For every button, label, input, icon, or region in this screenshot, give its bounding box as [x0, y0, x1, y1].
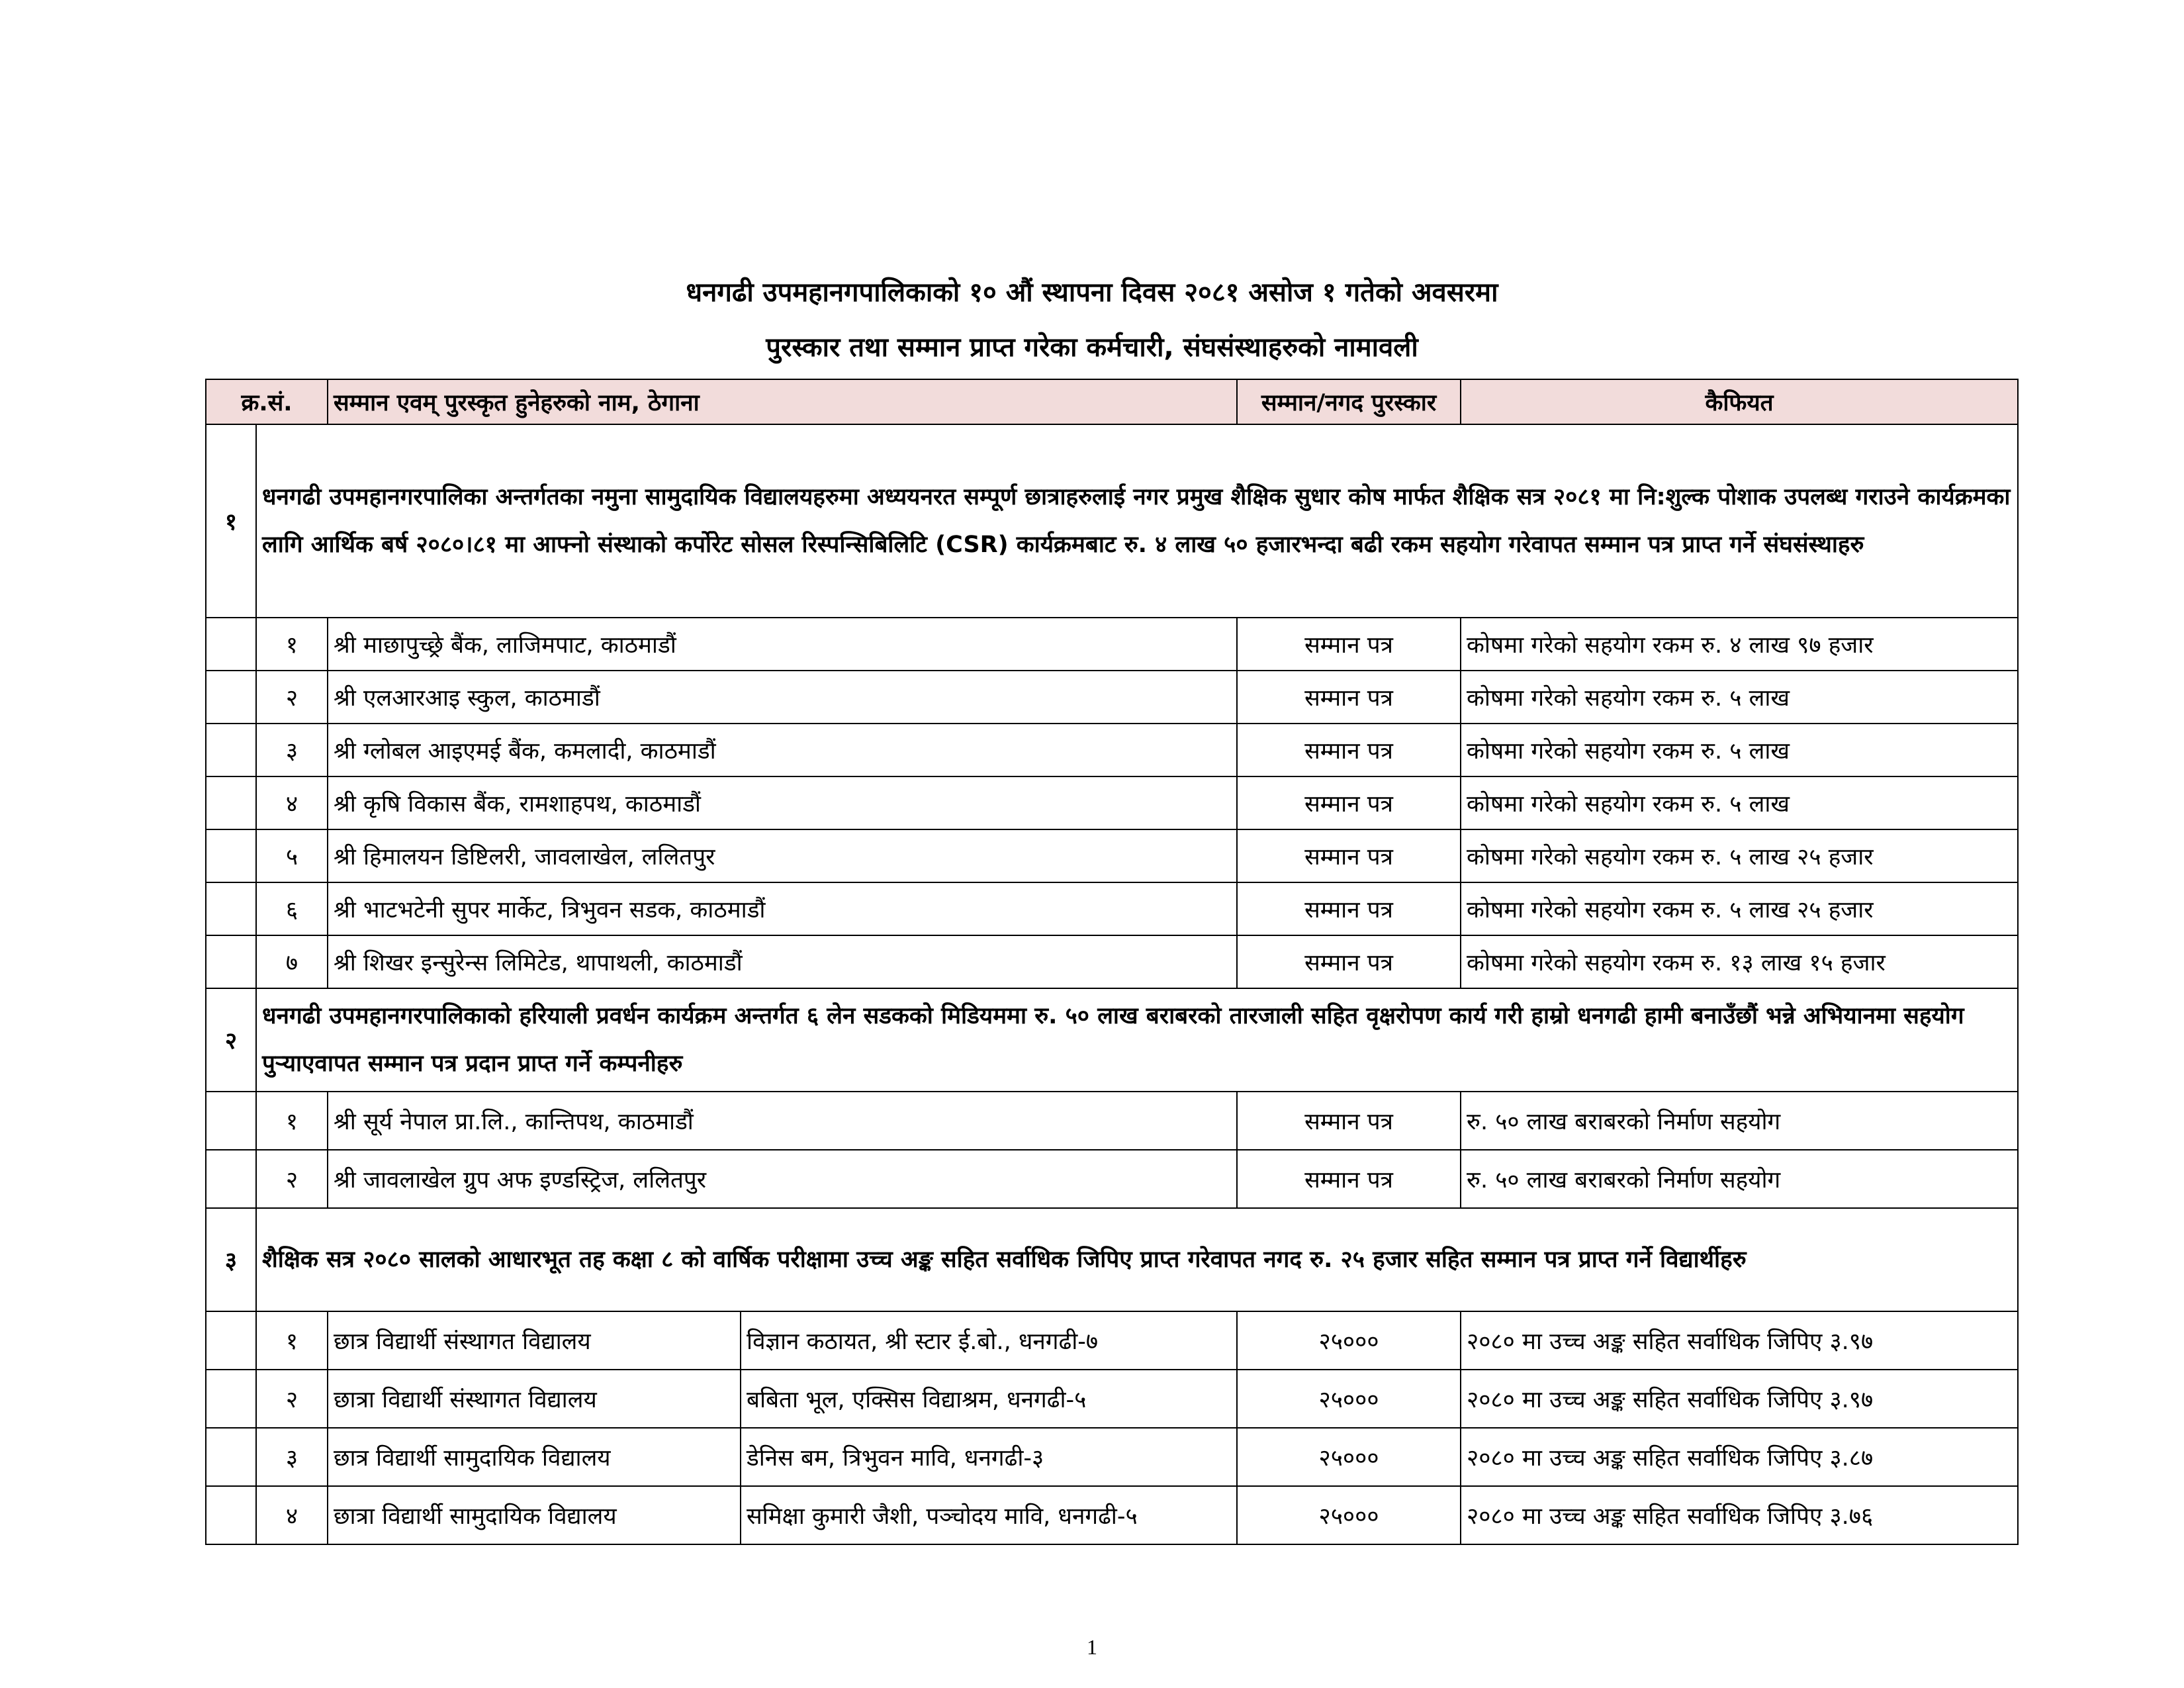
header-remarks: कैफियत	[1461, 379, 2018, 424]
remarks: कोषमा गरेको सहयोग रकम रु. ५ लाख २५ हजार	[1461, 829, 2018, 882]
recipient-name: श्री एलआरआइ स्कुल, काठमाडौं	[328, 671, 1237, 724]
table-header-row	[206, 379, 2018, 424]
remarks: कोषमा गरेको सहयोग रकम रु. १३ लाख १५ हजार	[1461, 935, 2018, 988]
recipient-name: श्री माछापुच्छ्रे बैंक, लाजिमपाट, काठमाडौं	[328, 618, 1237, 671]
table-row	[206, 1370, 2018, 1428]
remarks: रु. ५० लाख बराबरको निर्माण सहयोग	[1461, 1092, 2018, 1150]
recipient-name: श्री कृषि विकास बैंक, रामशाहपथ, काठमाडौं	[328, 776, 1237, 829]
awards-table	[205, 379, 2019, 1545]
remarks: कोषमा गरेको सहयोग रकम रु. ४ लाख ९७ हजार	[1461, 618, 2018, 671]
row-number: ४	[256, 776, 328, 829]
table-row	[206, 882, 2018, 935]
table-row	[206, 618, 2018, 671]
remarks: रु. ५० लाख बराबरको निर्माण सहयोग	[1461, 1150, 2018, 1208]
row-number: २	[256, 671, 328, 724]
table-row	[206, 776, 2018, 829]
row-number: ७	[256, 935, 328, 988]
remarks: कोषमा गरेको सहयोग रकम रु. ५ लाख	[1461, 776, 2018, 829]
table-row	[206, 671, 2018, 724]
header-name: सम्मान एवम् पुरस्कृत हुनेहरुको नाम, ठेगाना	[328, 379, 1237, 424]
page-number: 1	[1087, 1635, 1097, 1659]
table-row	[206, 935, 2018, 988]
award-type: सम्मान पत्र	[1237, 935, 1461, 988]
row-number: २	[256, 1370, 328, 1428]
document-title: धनगढी उपमहानगपालिकाको १० औं स्थापना दिवस २०८१ असोज १ गतेको अवसरमा	[686, 277, 1498, 308]
section-description: शैक्षिक सत्र २०८० सालको आधारभूत तह कक्षा ८ को वार्षिक परीक्षामा उच्च अङ्क सहित सर्वाधिक जिपिए प्राप्त गरेवापत नगद रु. २५ हजार सहित सम्मान पत्र प्राप्त गर्ने विद्यार्थीहरु	[256, 1208, 2018, 1311]
recipient-name: श्री जावलाखेल ग्रुप अफ इण्डस्ट्रिज, ललितपुर	[328, 1150, 1237, 1208]
row-number: ३	[256, 1428, 328, 1486]
student-name: समिक्षा कुमारी जैशी, पञ्चोदय मावि, धनगढी-५	[741, 1486, 1237, 1544]
remarks: कोषमा गरेको सहयोग रकम रु. ५ लाख	[1461, 724, 2018, 776]
student-name: डेनिस बम, त्रिभुवन मावि, धनगढी-३	[741, 1428, 1237, 1486]
row-number: १	[256, 618, 328, 671]
student-name: विज्ञान कठायत, श्री स्टार ई.बो., धनगढी-७	[741, 1311, 1237, 1370]
section-header-row	[206, 424, 2018, 618]
award-type: सम्मान पत्र	[1237, 776, 1461, 829]
row-number: ६	[256, 882, 328, 935]
cash-award: २५०००	[1237, 1428, 1461, 1486]
header-serial: क्र.सं.	[206, 379, 328, 424]
student-category: छात्र विद्यार्थी संस्थागत विद्यालय	[328, 1311, 741, 1370]
section-header-row	[206, 1208, 2018, 1311]
section-number: १	[206, 424, 256, 618]
award-type: सम्मान पत्र	[1237, 882, 1461, 935]
section-description: धनगढी उपमहानगरपालिकाको हरियाली प्रवर्धन कार्यक्रम अन्तर्गत ६ लेन सडकको मिडियममा रु. ५० लाख बराबरको तारजाली सहित वृक्षरोपण कार्य गरी हाम्रो धनगढी हामी बनाउँछौं भन्ने अभियानमा सहयोग पुर्‍याएवापत सम्मान पत्र प्रदान प्राप्त गर्ने कम्पनीहरु	[256, 988, 2018, 1092]
table-row	[206, 1486, 2018, 1544]
header-award: सम्मान/नगद पुरस्कार	[1237, 379, 1461, 424]
recipient-name: श्री शिखर इन्सुरेन्स लिमिटेड, थापाथली, काठमाडौं	[328, 935, 1237, 988]
section-number: २	[206, 988, 256, 1092]
section-header-row	[206, 988, 2018, 1092]
award-type: सम्मान पत्र	[1237, 618, 1461, 671]
recipient-name: श्री हिमालयन डिष्टिलरी, जावलाखेल, ललितपुर	[328, 829, 1237, 882]
row-number: १	[256, 1311, 328, 1370]
student-category: छात्र विद्यार्थी सामुदायिक विद्यालय	[328, 1428, 741, 1486]
table-row	[206, 1092, 2018, 1150]
award-type: सम्मान पत्र	[1237, 1092, 1461, 1150]
recipient-name: श्री सूर्य नेपाल प्रा.लि., कान्तिपथ, काठमाडौं	[328, 1092, 1237, 1150]
award-type: सम्मान पत्र	[1237, 1150, 1461, 1208]
student-category: छात्रा विद्यार्थी सामुदायिक विद्यालय	[328, 1486, 741, 1544]
row-number: ३	[256, 724, 328, 776]
document-subtitle: पुरस्कार तथा सम्मान प्राप्त गरेका कर्मचारी, संघसंस्थाहरुको नामावली	[766, 332, 1418, 363]
remarks: कोषमा गरेको सहयोग रकम रु. ५ लाख	[1461, 671, 2018, 724]
row-number: ५	[256, 829, 328, 882]
remarks: २०८० मा उच्च अङ्क सहित सर्वाधिक जिपिए ३.९७	[1461, 1311, 2018, 1370]
table-row	[206, 1428, 2018, 1486]
remarks: २०८० मा उच्च अङ्क सहित सर्वाधिक जिपिए ३.७६	[1461, 1486, 2018, 1544]
recipient-name: श्री ग्लोबल आइएमई बैंक, कमलादी, काठमाडौं	[328, 724, 1237, 776]
recipient-name: श्री भाटभटेनी सुपर मार्केट, त्रिभुवन सडक, काठमाडौं	[328, 882, 1237, 935]
row-number: १	[256, 1092, 328, 1150]
table-row	[206, 1311, 2018, 1370]
student-category: छात्रा विद्यार्थी संस्थागत विद्यालय	[328, 1370, 741, 1428]
remarks: २०८० मा उच्च अङ्क सहित सर्वाधिक जिपिए ३.९७	[1461, 1370, 2018, 1428]
remarks: कोषमा गरेको सहयोग रकम रु. ५ लाख २५ हजार	[1461, 882, 2018, 935]
table-row	[206, 724, 2018, 776]
student-name: बबिता भूल, एक्सिस विद्याश्रम, धनगढी-५	[741, 1370, 1237, 1428]
section-description: धनगढी उपमहानगरपालिका अन्तर्गतका नमुना सामुदायिक विद्यालयहरुमा अध्ययनरत सम्पूर्ण छात्राहरुलाई नगर प्रमुख शैक्षिक सुधार कोष मार्फत शैक्षिक सत्र २०८१ मा नि:शुल्क पोशाक उपलब्ध गराउने कार्यक्रमका लागि आर्थिक बर्ष २०८०।८१ मा आफ्नो संस्थाको कर्पोरेट सोसल रिस्पन्सिबिलिटि (CSR) कार्यक्रमबाट रु. ४ लाख ५० हजारभन्दा बढी रकम सहयोग गरेवापत सम्मान पत्र प्राप्त गर्ने संघसंस्थाहरु	[256, 424, 2018, 618]
cash-award: २५०००	[1237, 1311, 1461, 1370]
cash-award: २५०००	[1237, 1370, 1461, 1428]
award-type: सम्मान पत्र	[1237, 671, 1461, 724]
row-number: २	[256, 1150, 328, 1208]
table-row	[206, 1150, 2018, 1208]
row-number: ४	[256, 1486, 328, 1544]
section-number: ३	[206, 1208, 256, 1311]
table-row	[206, 829, 2018, 882]
award-type: सम्मान पत्र	[1237, 724, 1461, 776]
remarks: २०८० मा उच्च अङ्क सहित सर्वाधिक जिपिए ३.८७	[1461, 1428, 2018, 1486]
award-type: सम्मान पत्र	[1237, 829, 1461, 882]
cash-award: २५०००	[1237, 1486, 1461, 1544]
